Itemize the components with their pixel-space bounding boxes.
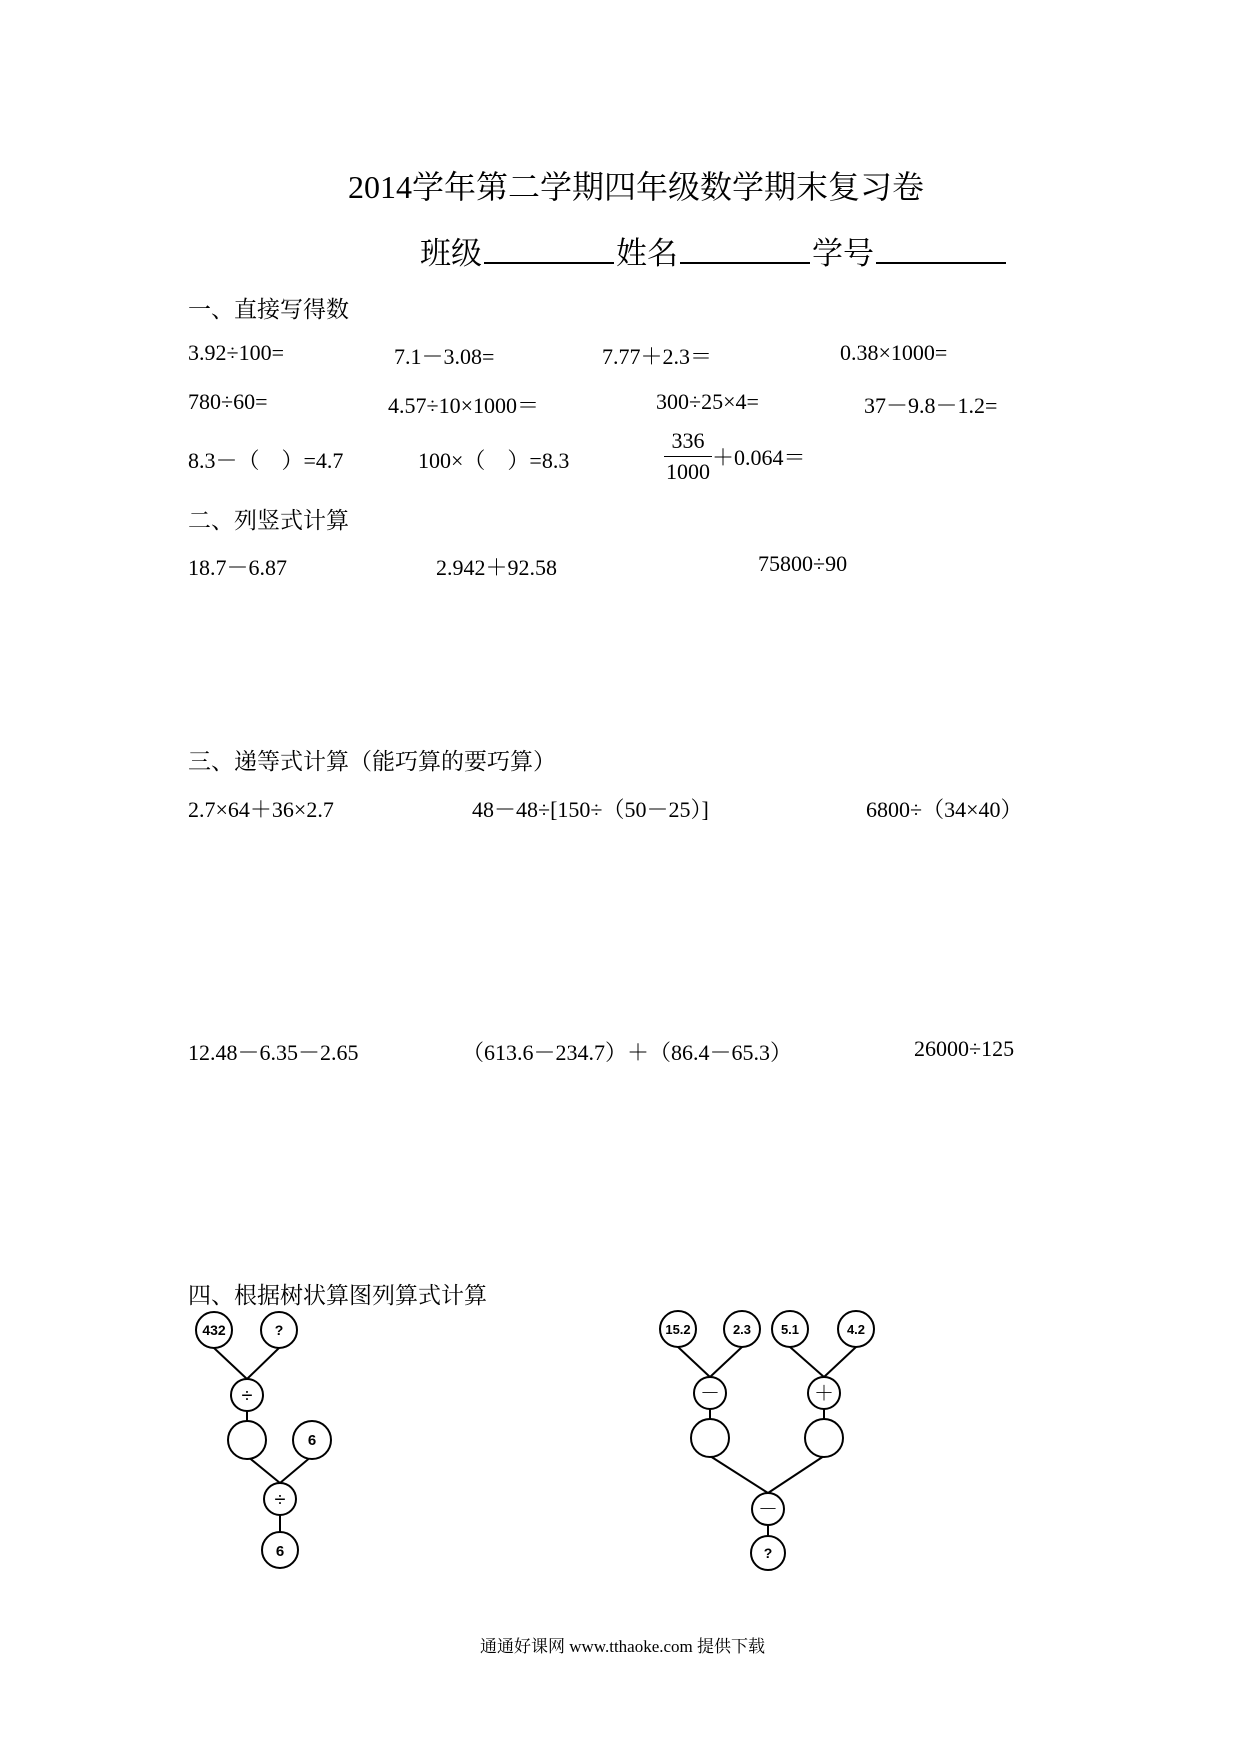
tree2-op-left: －: [700, 1383, 720, 1405]
fraction-denominator: 1000: [666, 459, 710, 484]
number-blank[interactable]: [876, 236, 1006, 264]
s1-r1-c2: 7.1－3.08=: [394, 344, 495, 369]
tree-diagram-1: [180, 1310, 360, 1610]
section-4-heading: 四、根据树状算图列算式计算: [188, 1283, 487, 1309]
class-label: 班级: [420, 236, 482, 271]
tree2-op-right: ＋: [814, 1383, 834, 1405]
tree2-c: 5.1: [780, 1322, 800, 1337]
tree1-result: 6: [275, 1543, 285, 1560]
s1-r1-c1: 3.92÷100=: [188, 340, 284, 365]
s3-r2-c3: 26000÷125: [914, 1036, 1015, 1061]
s2-c2: 2.942＋92.58: [436, 555, 558, 580]
tree2-result: ?: [763, 1545, 773, 1561]
s3-r2-c2: （613.6－234.7）＋（86.4－65.3）: [462, 1040, 793, 1065]
fraction: [664, 426, 712, 487]
s1-r2-c3: 300÷25×4=: [656, 389, 759, 414]
tree1-op2: ÷: [274, 1489, 286, 1511]
s3-r2-c1: 12.48－6.35－2.65: [188, 1040, 359, 1065]
section-2-heading: 二、列竖式计算: [188, 508, 349, 534]
section-3-heading: 三、递等式计算（能巧算的要巧算）: [188, 749, 556, 775]
tree-diagram-2: [650, 1310, 890, 1610]
s2-c3: 75800÷90: [758, 551, 848, 576]
name-label: 姓名: [616, 236, 678, 271]
tree1-top-right: ?: [274, 1322, 284, 1338]
tree1-op1: ÷: [241, 1385, 253, 1407]
fraction-suffix: ＋0.064＝: [712, 445, 806, 470]
footer-credit: 通通好课网 www.tthaoke.com 提供下载: [480, 1637, 766, 1656]
number-label: 学号: [812, 236, 874, 271]
s1-r1-c3: 7.77＋2.3＝: [602, 344, 713, 369]
s1-r3-c1: 8.3－（ ）=4.7: [188, 448, 344, 473]
fraction-numerator: 336: [664, 426, 712, 457]
s1-r2-c4: 37－9.8－1.2=: [864, 393, 998, 418]
s2-c1: 18.7－6.87: [188, 555, 288, 580]
page-title: 2014学年第二学期四年级数学期末复习卷: [348, 169, 925, 205]
class-blank[interactable]: [484, 236, 614, 264]
tree2-a: 15.2: [665, 1322, 691, 1337]
name-blank[interactable]: [680, 236, 810, 264]
s3-r1-c2: 48－48÷[150÷（50－25）]: [472, 797, 709, 822]
s3-r1-c3: 6800÷（34×40）: [866, 797, 1023, 822]
tree2-b: 2.3: [732, 1322, 752, 1337]
section-1-heading: 一、直接写得数: [188, 297, 349, 323]
s3-r1-c1: 2.7×64＋36×2.7: [188, 797, 334, 822]
tree1-top-left: 432: [202, 1322, 226, 1338]
student-info-line: [420, 228, 1008, 273]
s1-r2-c2: 4.57÷10×1000＝: [388, 393, 539, 418]
tree2-op-bottom: －: [758, 1499, 778, 1521]
s1-r1-c4: 0.38×1000=: [840, 340, 948, 365]
s1-fraction-expr: [664, 426, 806, 487]
s1-r2-c1: 780÷60=: [188, 389, 268, 414]
s1-r3-c2: 100×（ ）=8.3: [418, 448, 570, 473]
tree2-d: 4.2: [846, 1322, 866, 1337]
tree1-side: 6: [307, 1432, 317, 1449]
